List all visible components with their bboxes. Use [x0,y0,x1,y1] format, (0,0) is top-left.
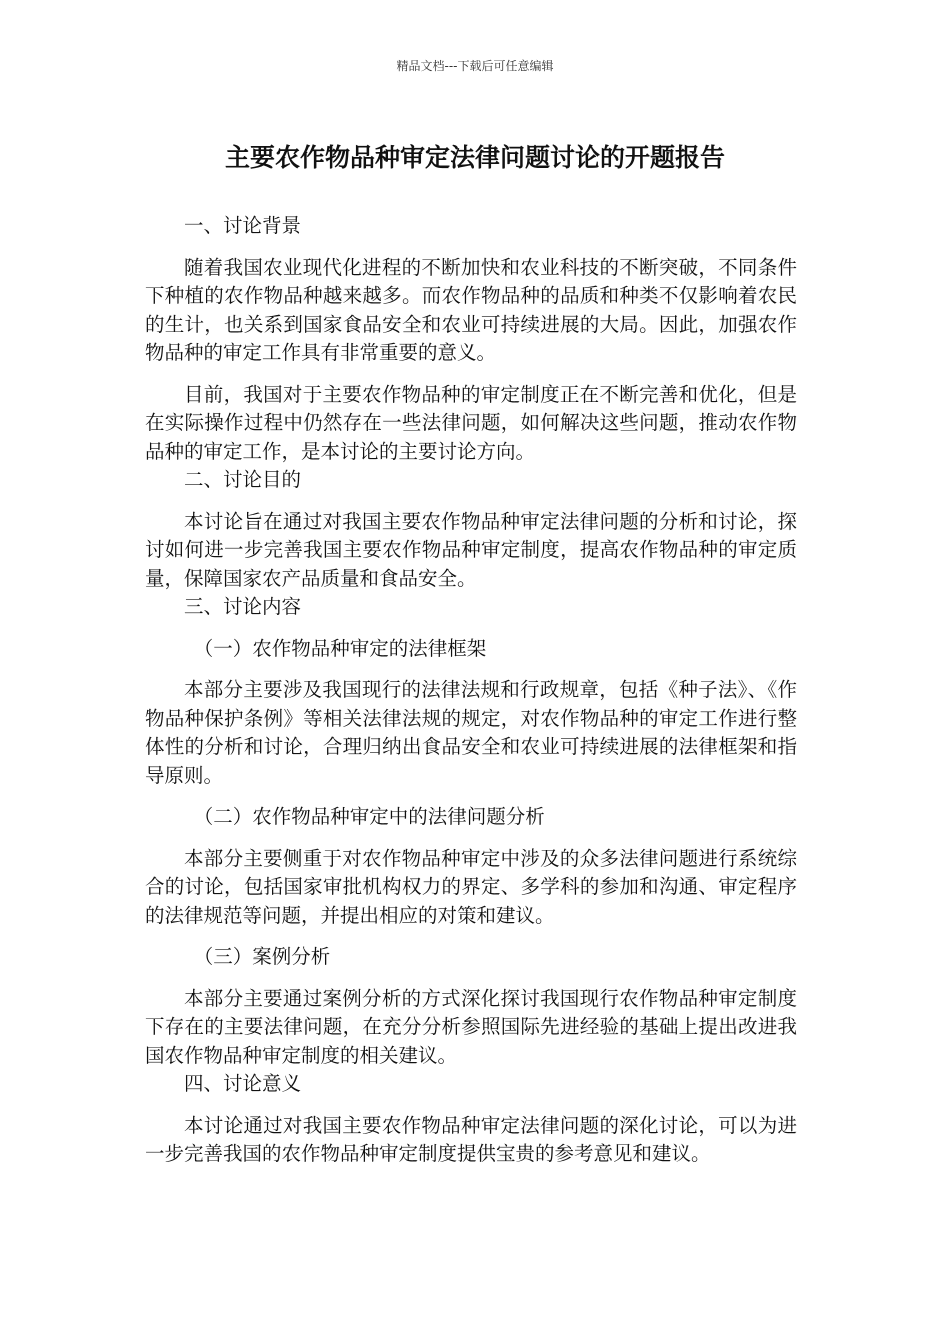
paragraph-case-analysis: 本部分主要通过案例分析的方式深化探讨我国现行农作物品种审定制度下存在的主要法律问题，在充分分析参照国际先进经验的基础上提出改进我国农作物品种审定制度的相关建议。 [145,986,797,1067]
section-heading-purpose: 二、讨论目的 [184,468,302,491]
subheading-case-analysis: （三）案例分析 [193,945,331,968]
document-body [145,212,797,1169]
subheading-legal-issues: （二）农作物品种审定中的法律问题分析 [193,805,545,828]
paragraph-background-2: 目前，我国对于主要农作物品种的审定制度正在不断完善和优化，但是在实际操作过程中仍然存在一些法律问题，如何解决这些问题，推动农作物品种的审定工作，是本讨论的主要讨论方向。 [145,382,797,463]
document-title: 主要农作物品种审定法律问题讨论的开题报告 [224,143,725,172]
paragraph-significance: 本讨论通过对我国主要农作物品种审定法律问题的深化讨论，可以为进一步完善我国的农作物品种审定制度提供宝贵的参考意见和建议。 [145,1113,797,1165]
paragraph-legal-issues: 本部分主要侧重于对农作物品种审定中涉及的众多法律问题进行系统综合的讨论，包括国家审批机构权力的界定、多学科的参加和沟通、审定程序的法律规范等问题，并提出相应的对策和建议。 [145,846,797,927]
subheading-legal-framework: （一）农作物品种审定的法律框架 [193,636,487,660]
paragraph-purpose: 本讨论旨在通过对我国主要农作物品种审定法律问题的分析和讨论，探讨如何进一步完善我国主要农作物品种审定制度，提高农作物品种的审定质量，保障国家农产品质量和食品安全。 [145,509,797,590]
paragraph-background-1: 随着我国农业现代化进程的不断加快和农业科技的不断突破，不同条件下种植的农作物品种越来越多。而农作物品种的品质和种类不仅影响着农民的生计，也关系到国家食品安全和农业可持续进展的大局。因此，加强农作物品种的审定工作具有非常重要的意义。 [145,255,797,364]
section-heading-content: 三、讨论内容 [184,595,302,618]
section-heading-significance: 四、讨论意义 [184,1072,302,1095]
section-heading-background: 一、讨论背景 [184,214,302,237]
header-note: 精品文档---下载后可任意编辑 [396,59,554,73]
paragraph-legal-framework: 本部分主要涉及我国现行的法律法规和行政规章，包括《种子法》、《作物品种保护条例》等相关法律法规的规定，对农作物品种的审定工作进行整体性的分析和讨论，合理归纳出食品安全和农业可持续进展的法律框架和指导原则。 [145,678,797,787]
